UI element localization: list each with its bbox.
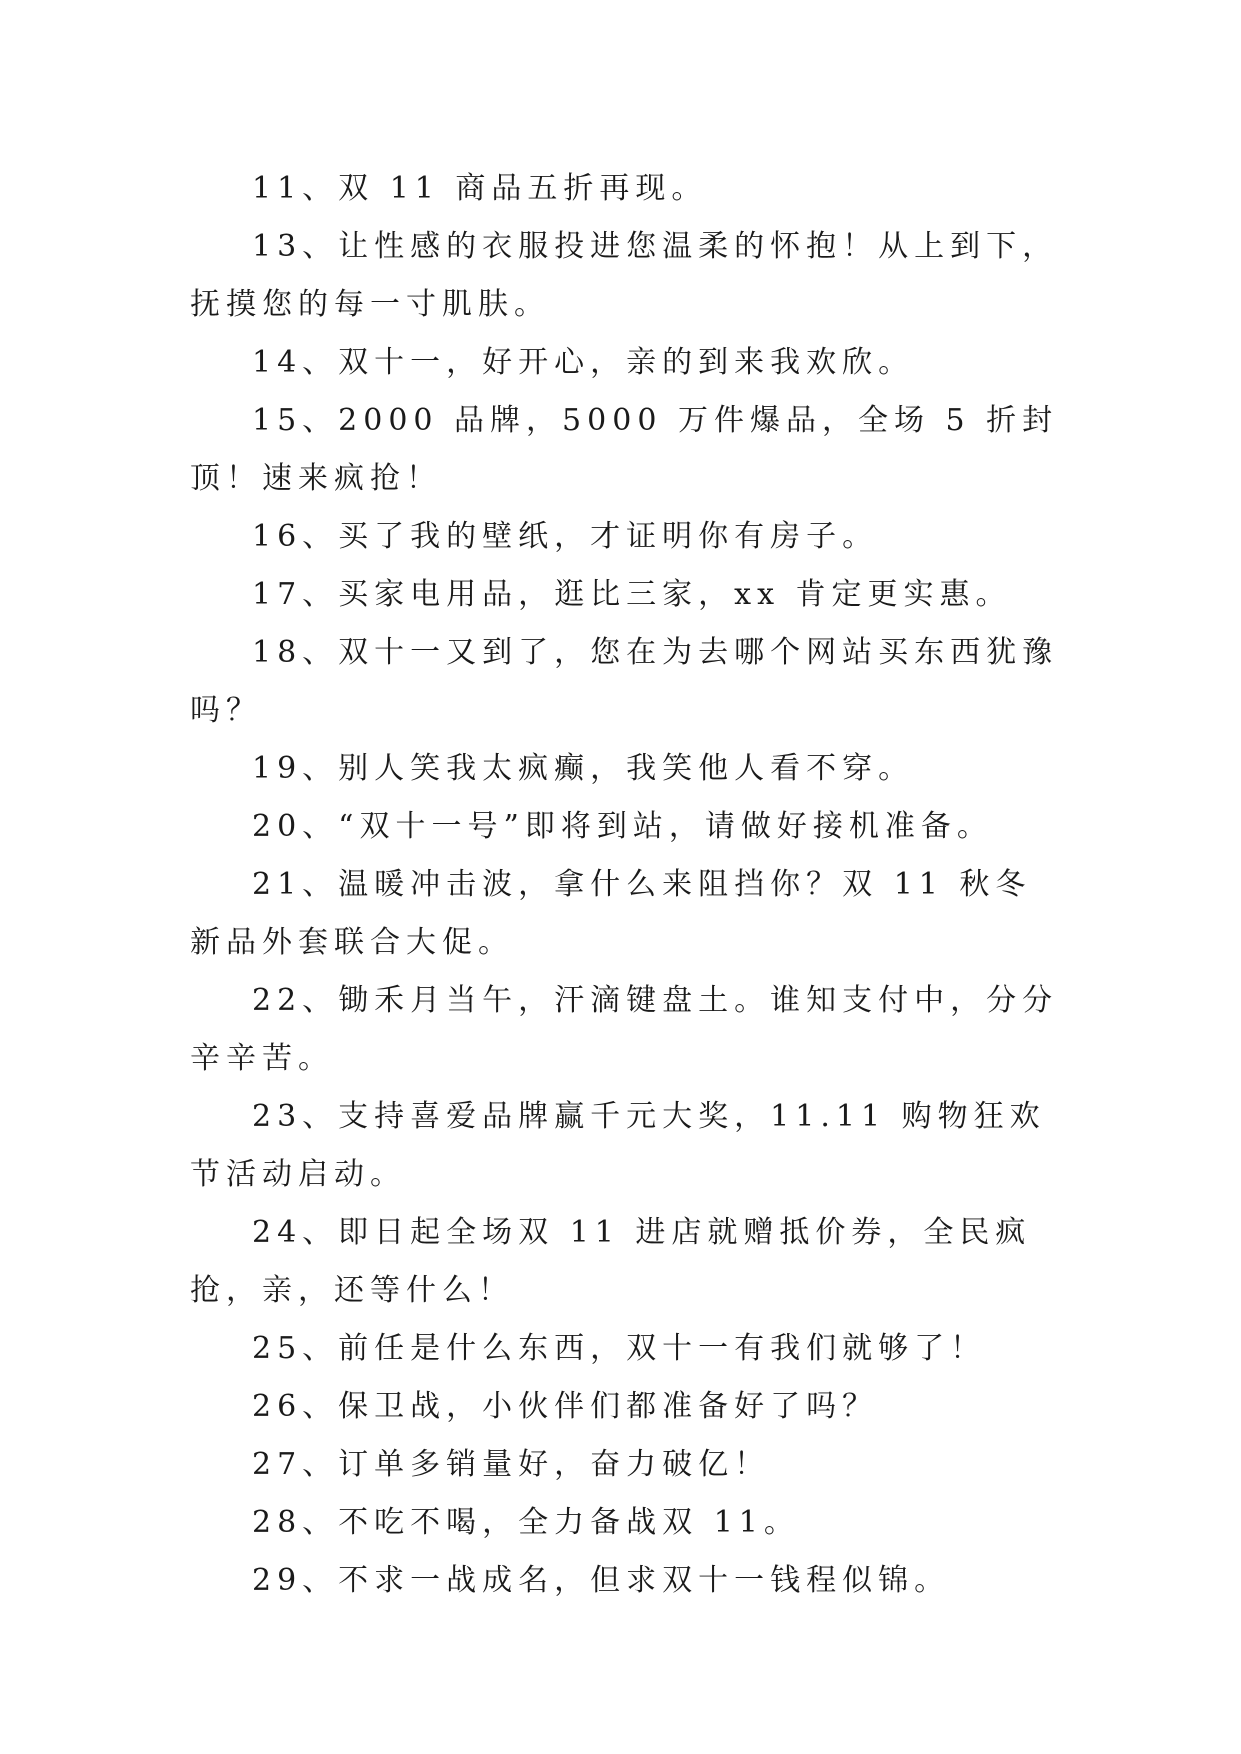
paragraph-16: 16、买了我的壁纸，才证明你有房子。 [252, 519, 879, 554]
paragraph-20: 20、“双十一号”即将到站，请做好接机准备。 [252, 809, 993, 844]
paragraph-27: 27、订单多销量好，奋力破亿！ [252, 1447, 771, 1482]
paragraph-25: 25、前任是什么东西，双十一有我们就够了！ [252, 1331, 987, 1366]
paragraph-14: 14、双十一，好开心，亲的到来我欢欣。 [252, 345, 915, 380]
document-body [190, 160, 1060, 1610]
paragraph-26: 26、保卫战，小伙伴们都准备好了吗？ [252, 1389, 879, 1424]
paragraph-19: 19、别人笑我太疯癫，我笑他人看不穿。 [252, 751, 915, 786]
paragraph-15: 15、2000 品牌，5000 万件爆品，全场 5 折封顶！速来疯抢！ [190, 403, 1059, 496]
paragraph-18: 18、双十一又到了，您在为去哪个网站买东西犹豫吗？ [190, 635, 1059, 728]
paragraph-23: 23、支持喜爱品牌赢千元大奖，11.11 购物狂欢节活动启动。 [190, 1099, 1046, 1192]
paragraph-17: 17、买家电用品，逛比三家，xx 肯定更实惠。 [252, 577, 1012, 612]
paragraph-28: 28、不吃不喝，全力备战双 11。 [252, 1505, 800, 1540]
paragraph-21: 21、温暖冲击波，拿什么来阻挡你？双 11 秋冬新品外套联合大促。 [190, 867, 1032, 960]
paragraph-24: 24、即日起全场双 11 进店就赠抵价券，全民疯抢，亲，还等什么！ [190, 1215, 1032, 1308]
paragraph-11: 11、双 11 商品五折再现。 [252, 171, 708, 206]
paragraph-22: 22、锄禾月当午，汗滴键盘土。谁知支付中，分分辛辛苦。 [190, 983, 1059, 1076]
paragraph-13: 13、让性感的衣服投进您温柔的怀抱！从上到下，抚摸您的每一寸肌肤。 [190, 229, 1059, 322]
paragraph-29: 29、不求一战成名，但求双十一钱程似锦。 [252, 1563, 951, 1598]
